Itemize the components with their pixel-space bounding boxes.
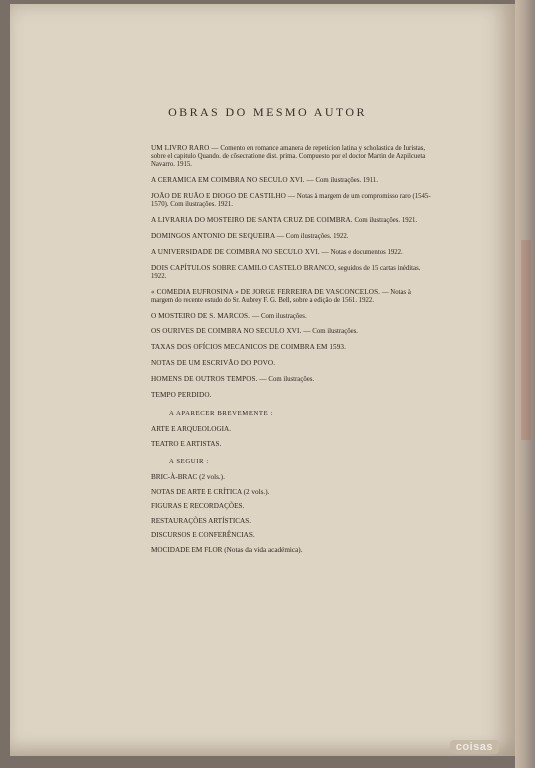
work-title: OS OURIVES DE COIMBRA NO SECULO XVI. —	[151, 327, 311, 336]
work-title: JOÃO DE RUÃO E DIOGO DE CASTILHO —	[151, 191, 296, 200]
work-title: TAXAS DOS OFÍCIOS MECANICOS DE COIMBRA EM 1593.	[151, 343, 347, 352]
work-title: A CERAMICA EM COIMBRA NO SECULO XVI. —	[151, 176, 314, 185]
work-entry	[151, 248, 431, 257]
following-item: FIGURAS E RECORDAÇÕES.	[151, 502, 245, 511]
following-heading: A SEGUIR :	[169, 457, 209, 465]
works-list	[151, 144, 431, 561]
work-entry	[151, 216, 431, 225]
work-title: A UNIVERSIDADE DE COIMBRA NO SECULO XVI. —	[151, 247, 329, 256]
work-title: UM LIVRO RARO —	[151, 144, 219, 152]
upcoming-heading: A APARECER BREVEMENTE :	[169, 410, 274, 418]
work-entry	[151, 312, 431, 321]
work-note: Com ilustrações.	[260, 312, 307, 320]
work-title: DOMINGOS ANTONIO DE SEQUEIRA —	[151, 231, 285, 240]
upcoming-item: ARTE E ARQUEOLOGIA.	[151, 425, 232, 434]
work-title: HOMENS DE OUTROS TEMPOS. —	[151, 375, 267, 384]
work-note: Comento en romance amanera de repeticion latina y scholastica de Iuristas, sobre el capitulo Quando. de côsecratione dist. prima. Compuesto por el doctor Martin de Azpilcueta Navarro. 1915.	[151, 145, 426, 169]
page-stain	[521, 240, 531, 440]
work-note: Com ilustrações. 1911.	[315, 177, 378, 185]
work-entry	[151, 144, 431, 169]
following-item: MOCIDADE EM FLOR (Notas da vida académica).	[151, 545, 303, 554]
following-item: DISCURSOS E CONFERÊNCIAS.	[151, 531, 255, 540]
watermark-logo: coisas	[450, 740, 499, 754]
following-item: NOTAS DE ARTE E CRÍTICA (2 vols.).	[151, 487, 270, 496]
following-item: RESTAURAÇÕES ARTÍSTICAS.	[151, 516, 252, 525]
work-title: O MOSTEIRO DE S. MARCOS. —	[151, 311, 260, 320]
work-entry	[151, 343, 431, 352]
following-item: BRIC-À-BRAC (2 vols.).	[151, 473, 225, 482]
work-entry	[151, 192, 431, 209]
upcoming-item: TEATRO E ARTISTAS.	[151, 439, 222, 448]
work-note: Com ilustrações. 1921.	[354, 216, 418, 224]
work-entry	[151, 264, 431, 281]
work-note: — Notas à margem do recente estudo do Sr. Aubrey F. G. Bell, sobre a edição de 1561. 1922.	[151, 288, 411, 304]
work-title: A LIVRARIA DO MOSTEIRO DE SANTA CRUZ DE COIMBRA.	[151, 215, 353, 224]
work-entry	[151, 232, 431, 241]
page-title: OBRAS DO MESMO AUTOR	[168, 105, 367, 119]
work-note: Notas e documentos 1922.	[330, 248, 403, 256]
work-note: seguidos de 15 cartas inéditas. 1922.	[151, 264, 421, 280]
work-note: Com ilustrações.	[268, 376, 315, 384]
work-note: Com ilustrações. 1922.	[285, 232, 349, 240]
work-note: Notas à margem de um compromisso raro (1545-1570). Com ilustrações. 1921.	[151, 192, 431, 209]
work-entry	[151, 176, 431, 185]
work-note: Com ilustrações.	[312, 328, 358, 336]
work-title: « COMEDIA EUFROSINA » DE JORGE FERREIRA DE VASCONCELOS.	[151, 287, 381, 296]
work-entry	[151, 359, 431, 368]
work-title: NOTAS DE UM ESCRIVÃO DO POVO.	[151, 359, 276, 368]
work-entry	[151, 375, 431, 384]
work-title: DOIS CAPÍTULOS SOBRE CAMILO CASTELO BRANCO,	[151, 263, 337, 272]
work-entry	[151, 391, 431, 400]
work-entry	[151, 327, 431, 336]
work-title: TEMPO PERDIDO.	[151, 391, 212, 400]
work-entry	[151, 288, 431, 305]
